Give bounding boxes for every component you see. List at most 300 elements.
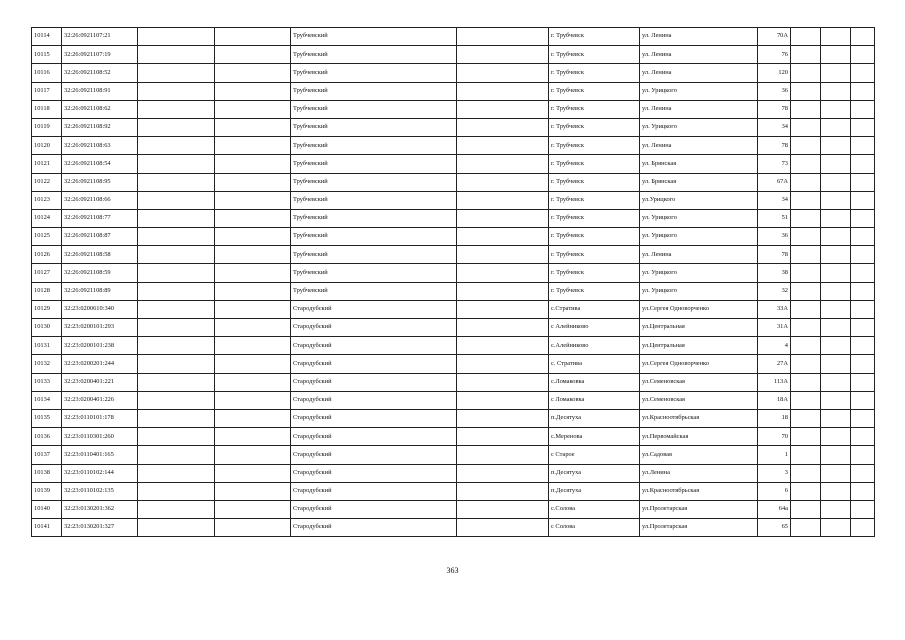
empty-cell [215,64,291,82]
empty-cell [215,264,291,282]
empty-cell [138,46,215,64]
row-number-cell: 10129 [32,300,62,318]
settlement-cell: г. Трубчевск [549,100,640,118]
empty-cell [457,464,549,482]
empty-cell [851,100,875,118]
row-number-cell: 10131 [32,337,62,355]
empty-cell [138,355,215,373]
table-row [32,100,875,118]
settlement-cell: с Старое [549,446,640,464]
street-cell: ул. Ленина [640,246,758,264]
empty-cell [851,464,875,482]
table-body [32,28,875,537]
house-number-cell: 6 [758,482,791,500]
empty-cell [215,209,291,227]
empty-cell [821,446,851,464]
district-cell: Стародубский [291,519,457,537]
row-number-cell: 10141 [32,519,62,537]
row-number-cell: 10121 [32,155,62,173]
empty-cell [791,191,821,209]
table-row [32,137,875,155]
row-number-cell: 10117 [32,82,62,100]
house-number-cell: 70 [758,428,791,446]
empty-cell [821,337,851,355]
empty-cell [851,446,875,464]
empty-cell [138,228,215,246]
empty-cell [138,482,215,500]
empty-cell [138,428,215,446]
table-row [32,264,875,282]
settlement-cell: г. Трубчевск [549,137,640,155]
street-cell: ул.Первомайская [640,428,758,446]
table-row [32,155,875,173]
empty-cell [457,337,549,355]
cadastral-number-cell: 32:23:0200401:226 [62,391,138,409]
house-number-cell: 18 [758,409,791,427]
district-cell: Трубчевский [291,173,457,191]
empty-cell [138,446,215,464]
row-number-cell: 10128 [32,282,62,300]
district-cell: Стародубский [291,428,457,446]
street-cell: ул.Семеновская [640,391,758,409]
empty-cell [457,264,549,282]
empty-cell [215,173,291,191]
empty-cell [821,355,851,373]
empty-cell [851,173,875,191]
street-cell: ул.Центральная [640,319,758,337]
house-number-cell: 65 [758,519,791,537]
empty-cell [138,519,215,537]
table-row [32,282,875,300]
empty-cell [457,137,549,155]
table-row [32,28,875,46]
empty-cell [791,137,821,155]
empty-cell [851,246,875,264]
table-row [32,391,875,409]
empty-cell [791,337,821,355]
page-number: 363 [446,566,459,575]
empty-cell [457,391,549,409]
empty-cell [821,64,851,82]
empty-cell [457,428,549,446]
cadastral-number-cell: 32:26:0921108:54 [62,155,138,173]
empty-cell [215,482,291,500]
house-number-cell: 120 [758,64,791,82]
street-cell: ул.Пролетарская [640,500,758,518]
street-cell: ул. Урицкого [640,82,758,100]
house-number-cell: 38 [758,264,791,282]
house-number-cell: 64а [758,500,791,518]
empty-cell [821,428,851,446]
empty-cell [821,173,851,191]
district-cell: Стародубский [291,355,457,373]
empty-cell [215,446,291,464]
row-number-cell: 10130 [32,319,62,337]
empty-cell [791,64,821,82]
table-row [32,64,875,82]
settlement-cell: с.Солова [549,500,640,518]
table-row [32,246,875,264]
district-cell: Трубчевский [291,264,457,282]
empty-cell [791,500,821,518]
house-number-cell: 4 [758,337,791,355]
settlement-cell: с Солова [549,519,640,537]
empty-cell [791,246,821,264]
house-number-cell: 73 [758,155,791,173]
house-number-cell: 51 [758,209,791,227]
row-number-cell: 10118 [32,100,62,118]
empty-cell [457,409,549,427]
empty-cell [791,100,821,118]
empty-cell [457,355,549,373]
empty-cell [215,464,291,482]
empty-cell [791,409,821,427]
street-cell: ул.Сергея Одноворченко [640,355,758,373]
empty-cell [138,155,215,173]
house-number-cell: 67А [758,173,791,191]
cadastral-number-cell: 32:26:0921107:19 [62,46,138,64]
empty-cell [851,209,875,227]
empty-cell [457,155,549,173]
street-cell: ул. Ленина [640,100,758,118]
cadastral-number-cell: 32:23:0200101:293 [62,319,138,337]
empty-cell [457,519,549,537]
row-number-cell: 10138 [32,464,62,482]
empty-cell [457,282,549,300]
cadastral-number-cell: 32:23:0200401:221 [62,373,138,391]
empty-cell [215,391,291,409]
row-number-cell: 10136 [32,428,62,446]
empty-cell [457,173,549,191]
empty-cell [821,482,851,500]
house-number-cell: 36 [758,228,791,246]
district-cell: Трубчевский [291,82,457,100]
cadastral-number-cell: 32:23:0110301:260 [62,428,138,446]
district-cell: Стародубский [291,482,457,500]
cadastral-number-cell: 32:23:0130201:362 [62,500,138,518]
empty-cell [138,209,215,227]
empty-cell [791,446,821,464]
empty-cell [138,264,215,282]
house-number-cell: 78 [758,137,791,155]
table-row [32,373,875,391]
settlement-cell: г. Трубчевск [549,246,640,264]
row-number-cell: 10124 [32,209,62,227]
row-number-cell: 10114 [32,28,62,46]
empty-cell [457,46,549,64]
empty-cell [821,264,851,282]
settlement-cell: г. Трубчевск [549,191,640,209]
row-number-cell: 10137 [32,446,62,464]
table-row [32,319,875,337]
street-cell: ул.Красноотябрьская [640,482,758,500]
settlement-cell: г. Трубчевск [549,28,640,46]
street-cell: ул.Урицкого [640,191,758,209]
empty-cell [791,319,821,337]
table-row [32,300,875,318]
house-number-cell: 34 [758,118,791,136]
empty-cell [457,246,549,264]
street-cell: ул. Брянская [640,155,758,173]
empty-cell [457,64,549,82]
table-row [32,46,875,64]
empty-cell [791,464,821,482]
cadastral-number-cell: 32:23:0110102:144 [62,464,138,482]
empty-cell [791,155,821,173]
cadastral-number-cell: 32:26:0921108:63 [62,137,138,155]
table-row [32,209,875,227]
empty-cell [791,519,821,537]
district-cell: Трубчевский [291,228,457,246]
table-row [32,228,875,246]
empty-cell [215,373,291,391]
empty-cell [215,191,291,209]
street-cell: ул.Сергея Одноворченко [640,300,758,318]
cadastral-number-cell: 32:26:0921108:87 [62,228,138,246]
settlement-cell: с Алейниково [549,319,640,337]
settlement-cell: п.Десятуха [549,464,640,482]
district-cell: Трубчевский [291,64,457,82]
district-cell: Трубчевский [291,282,457,300]
street-cell: ул.Ленина [640,464,758,482]
street-cell: ул. Брянская [640,173,758,191]
settlement-cell: с.Меренова [549,428,640,446]
empty-cell [791,82,821,100]
house-number-cell: 78 [758,100,791,118]
cadastral-number-cell: 32:26:0921108:62 [62,100,138,118]
empty-cell [851,118,875,136]
settlement-cell: п.Десятуха [549,409,640,427]
house-number-cell: 76 [758,46,791,64]
empty-cell [791,355,821,373]
house-number-cell: 3 [758,464,791,482]
empty-cell [791,173,821,191]
row-number-cell: 10122 [32,173,62,191]
street-cell: ул. Урицкого [640,209,758,227]
empty-cell [457,319,549,337]
empty-cell [215,155,291,173]
cadastral-number-cell: 32:26:0921108:92 [62,118,138,136]
empty-cell [138,337,215,355]
district-cell: Трубчевский [291,46,457,64]
row-number-cell: 10116 [32,64,62,82]
empty-cell [851,28,875,46]
settlement-cell: г. Трубчевск [549,209,640,227]
street-cell: ул.Семеновская [640,373,758,391]
settlement-cell: г. Трубчевск [549,264,640,282]
table-row [32,482,875,500]
district-cell: Трубчевский [291,137,457,155]
district-cell: Трубчевский [291,209,457,227]
cadastral-number-cell: 32:23:0130201:327 [62,519,138,537]
empty-cell [457,500,549,518]
empty-cell [821,519,851,537]
cadastral-number-cell: 32:26:0921108:89 [62,282,138,300]
empty-cell [851,228,875,246]
empty-cell [138,282,215,300]
cadastral-number-cell: 32:26:0921108:91 [62,82,138,100]
street-cell: ул. Ленина [640,28,758,46]
street-cell: ул. Ленина [640,64,758,82]
empty-cell [457,446,549,464]
empty-cell [138,464,215,482]
settlement-cell: с.Ломаковка [549,373,640,391]
empty-cell [851,46,875,64]
row-number-cell: 10134 [32,391,62,409]
empty-cell [791,282,821,300]
settlement-cell: г. Трубчевск [549,64,640,82]
street-cell: ул. Урицкого [640,228,758,246]
row-number-cell: 10123 [32,191,62,209]
empty-cell [851,191,875,209]
empty-cell [215,337,291,355]
empty-cell [215,137,291,155]
table-row [32,191,875,209]
empty-cell [138,409,215,427]
empty-cell [851,264,875,282]
empty-cell [791,118,821,136]
district-cell: Трубчевский [291,191,457,209]
registry-table [31,27,875,537]
street-cell: ул. Урицкого [640,282,758,300]
house-number-cell: 1 [758,446,791,464]
empty-cell [138,173,215,191]
street-cell: ул.Садовая [640,446,758,464]
empty-cell [138,64,215,82]
district-cell: Стародубский [291,300,457,318]
empty-cell [821,228,851,246]
house-number-cell: 27А [758,355,791,373]
empty-cell [215,100,291,118]
empty-cell [851,319,875,337]
settlement-cell: г. Трубчевск [549,46,640,64]
cadastral-number-cell: 32:23:0200201:244 [62,355,138,373]
empty-cell [457,118,549,136]
empty-cell [138,500,215,518]
cadastral-number-cell: 32:26:0921108:58 [62,246,138,264]
settlement-cell: г. Трубчевск [549,118,640,136]
district-cell: Стародубский [291,319,457,337]
table-row [32,500,875,518]
empty-cell [851,282,875,300]
empty-cell [821,118,851,136]
settlement-cell: г. Трубчевск [549,173,640,191]
district-cell: Стародубский [291,337,457,355]
empty-cell [851,300,875,318]
settlement-cell: с.Стратива [549,300,640,318]
row-number-cell: 10119 [32,118,62,136]
table-row [32,519,875,537]
empty-cell [215,500,291,518]
empty-cell [138,246,215,264]
table-row [32,118,875,136]
empty-cell [138,28,215,46]
empty-cell [791,300,821,318]
empty-cell [791,373,821,391]
street-cell: ул. Урицкого [640,264,758,282]
empty-cell [791,264,821,282]
house-number-cell: 36 [758,82,791,100]
empty-cell [215,46,291,64]
empty-cell [138,191,215,209]
empty-cell [821,209,851,227]
row-number-cell: 10133 [32,373,62,391]
table-row [32,355,875,373]
empty-cell [215,28,291,46]
empty-cell [851,519,875,537]
empty-cell [851,482,875,500]
settlement-cell: г. Трубчевск [549,282,640,300]
empty-cell [851,500,875,518]
empty-cell [821,319,851,337]
empty-cell [215,246,291,264]
empty-cell [138,82,215,100]
cadastral-number-cell: 32:26:0921108:59 [62,264,138,282]
street-cell: ул. Ленина [640,46,758,64]
row-number-cell: 10132 [32,355,62,373]
empty-cell [791,428,821,446]
empty-cell [457,482,549,500]
settlement-cell: с.Алейниково [549,337,640,355]
row-number-cell: 10126 [32,246,62,264]
empty-cell [821,28,851,46]
empty-cell [215,428,291,446]
street-cell: ул.Красноотябрьская [640,409,758,427]
table-row [32,428,875,446]
table-row [32,337,875,355]
row-number-cell: 10140 [32,500,62,518]
cadastral-number-cell: 32:23:0110401:165 [62,446,138,464]
empty-cell [215,409,291,427]
empty-cell [821,82,851,100]
empty-cell [791,391,821,409]
district-cell: Трубчевский [291,155,457,173]
empty-cell [851,391,875,409]
empty-cell [821,46,851,64]
table-row [32,173,875,191]
settlement-cell: с. Стратива [549,355,640,373]
empty-cell [138,391,215,409]
house-number-cell: 70А [758,28,791,46]
row-number-cell: 10125 [32,228,62,246]
empty-cell [791,209,821,227]
empty-cell [457,82,549,100]
empty-cell [821,391,851,409]
empty-cell [215,300,291,318]
empty-cell [138,100,215,118]
empty-cell [138,319,215,337]
settlement-cell: г. Трубчевск [549,228,640,246]
empty-cell [821,191,851,209]
empty-cell [851,137,875,155]
empty-cell [821,246,851,264]
street-cell: ул.Пролетарская [640,519,758,537]
empty-cell [215,82,291,100]
house-number-cell: 32 [758,282,791,300]
house-number-cell: 78 [758,246,791,264]
empty-cell [821,464,851,482]
empty-cell [791,228,821,246]
row-number-cell: 10139 [32,482,62,500]
empty-cell [851,82,875,100]
empty-cell [791,28,821,46]
empty-cell [851,155,875,173]
house-number-cell: 31А [758,319,791,337]
cadastral-number-cell: 32:26:0921108:66 [62,191,138,209]
house-number-cell: 113А [758,373,791,391]
empty-cell [457,228,549,246]
empty-cell [138,373,215,391]
